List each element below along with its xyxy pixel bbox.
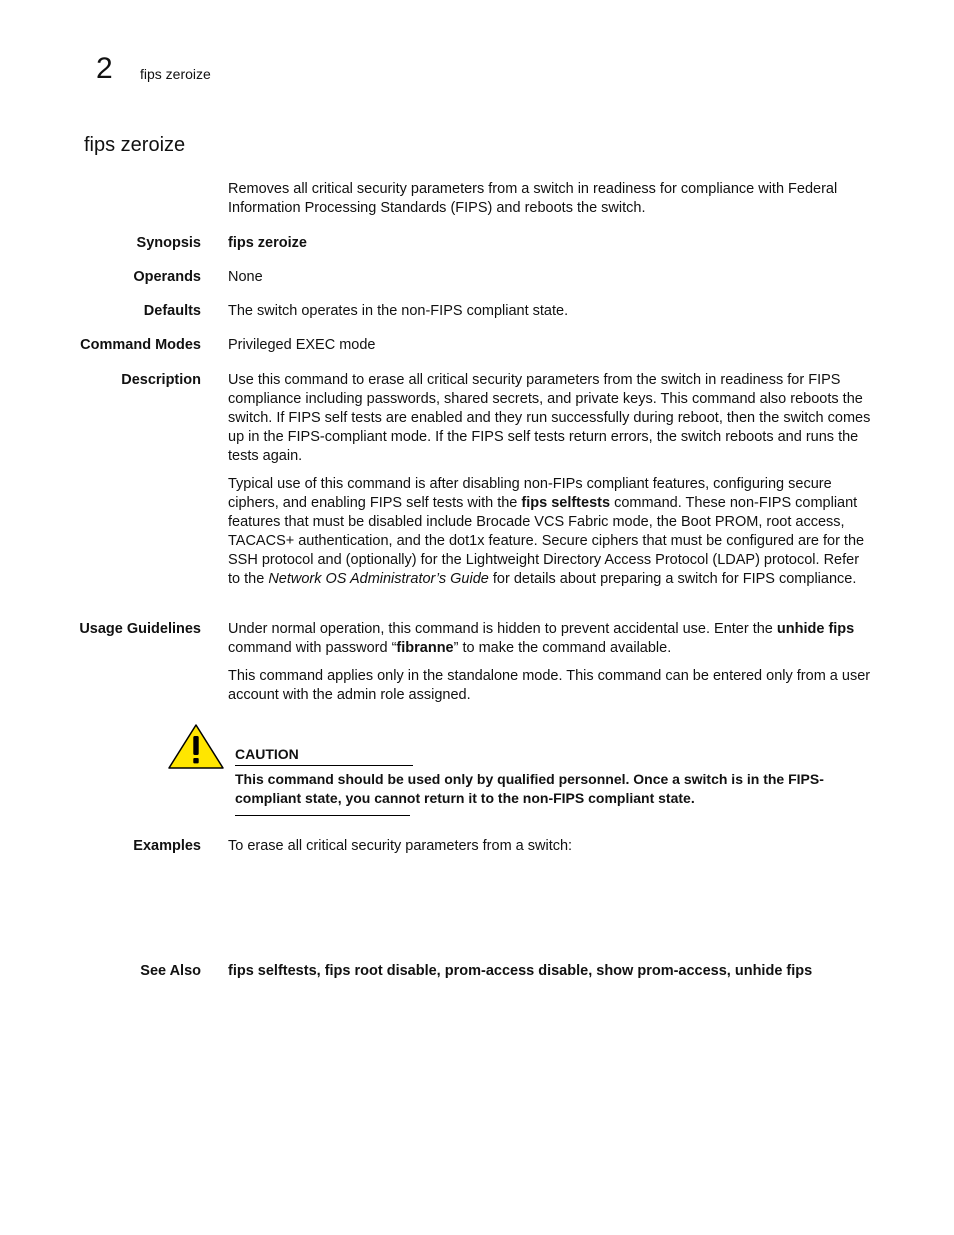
description-label: Description bbox=[121, 372, 201, 388]
unhide-fips-command: unhide fips bbox=[776, 621, 855, 637]
password-value: fibranne bbox=[396, 640, 454, 656]
usage-paragraph-1: Under normal operation, this command is hidden to prevent accidental use. Enter the unhide fips command with password “fibranne” to make the command available. bbox=[228, 621, 855, 656]
examples-label: Examples bbox=[133, 838, 201, 854]
operands-label: Operands bbox=[133, 269, 201, 285]
defaults-value: The switch operates in the non-FIPS compliant state. bbox=[228, 303, 569, 319]
running-head: fips zeroize bbox=[140, 66, 211, 82]
synopsis-value: fips zeroize bbox=[228, 235, 307, 251]
intro-text: Removes all critical security parameters from a switch in readiness for compliance with Federal Information Processing Standards (FIPS) and reboots the switch. bbox=[228, 181, 838, 216]
operands-value: None bbox=[228, 269, 263, 285]
caution-warning-icon bbox=[167, 723, 225, 771]
defaults-label: Defaults bbox=[143, 303, 201, 319]
caution-text: This command should be used only by qualified personnel. Once a switch is in the FIPS-compliant state, you cannot return it to the non-FIPS compliant state. bbox=[235, 771, 824, 806]
examples-value: To erase all critical security parameters from a switch: bbox=[228, 838, 573, 854]
page-title: fips zeroize bbox=[84, 134, 186, 156]
fips-selftests-command: fips selftests bbox=[521, 495, 611, 511]
command-modes-label: Command Modes bbox=[80, 337, 201, 353]
guide-title: Network OS Administrator’s Guide bbox=[268, 571, 489, 587]
caution-heading: CAUTION bbox=[235, 746, 413, 766]
usage-paragraph-2: This command applies only in the standalone mode. This command can be entered only from a user account with the admin role assigned. bbox=[228, 668, 871, 703]
see-also-value: fips selftests, fips root disable, prom-access disable, show prom-access, unhide fips bbox=[228, 963, 813, 979]
command-modes-value: Privileged EXEC mode bbox=[228, 337, 376, 353]
synopsis-label: Synopsis bbox=[136, 235, 201, 251]
chapter-number: 2 bbox=[96, 52, 113, 85]
see-also-label: See Also bbox=[140, 963, 201, 979]
caution-divider bbox=[235, 815, 410, 816]
usage-label: Usage Guidelines bbox=[79, 621, 201, 637]
description-paragraph-2: Typical use of this command is after disabling non-FIPs compliant features, configuring secure ciphers, and enabling FIPS self tests with the fips selftests command. These non-FIPS compliant features that must be disabled include Brocade VCS Fabric mode, the Boot PROM, root access, TACACS+ authentication, and the dot1x feature. Secure ciphers that must be configured are for the SSH protocol and (optionally) for the Lightweight Directory Access Protocol (LDAP) protocol. Refer to the Network OS Administrator’s Guide for details about preparing a switch for FIPS compliance. bbox=[228, 476, 865, 587]
description-paragraph-1: Use this command to erase all critical security parameters from the switch in readiness for FIPS compliance including passwords, shared secrets, and private keys. This command also reboots the switch. If FIPS self tests are enabled and they run successfully during reboot, then the switch comes up in the FIPS-compliant mode. If the FIPS self tests return errors, the switch reboots and runs the tests again. bbox=[228, 372, 871, 464]
